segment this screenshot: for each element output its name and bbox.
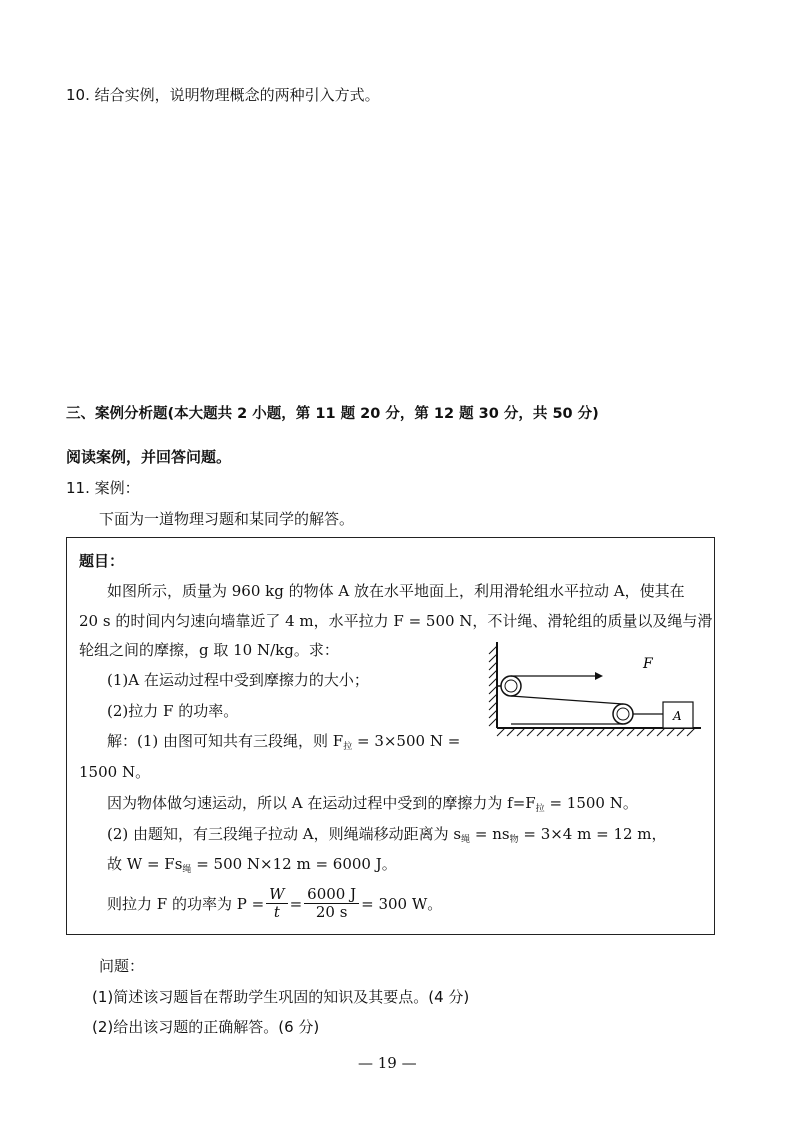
solution-text: (2) 由题知，有三段绳子拉动 A，则绳端移动距离为 s bbox=[107, 825, 462, 843]
solution-line-4 bbox=[107, 853, 397, 875]
sub-question-2: (2)拉力 F 的功率。 bbox=[107, 702, 239, 720]
solution-text: = 300 W。 bbox=[361, 895, 443, 913]
page-number: — 19 — bbox=[358, 1054, 417, 1072]
equals-sign: = bbox=[289, 894, 303, 913]
question-item-1: (1)简述该习题旨在帮助学生巩固的知识及其要点。(4 分) bbox=[92, 988, 470, 1006]
sub-question-1: (1)A 在运动过程中受到摩擦力的大小； bbox=[107, 671, 369, 689]
solution-line-1 bbox=[107, 730, 460, 752]
subscript: 绳 bbox=[461, 835, 471, 845]
subscript: 物 bbox=[509, 835, 519, 845]
block-label: A bbox=[673, 709, 682, 723]
section-instruction: 阅读案例，并回答问题。 bbox=[66, 448, 232, 466]
fraction-denominator: 20 s bbox=[315, 903, 348, 921]
question-item-2: (2)给出该习题的正确解答。(6 分) bbox=[92, 1018, 320, 1036]
fraction-denominator: t bbox=[273, 903, 280, 921]
question-number: 10. bbox=[66, 86, 90, 104]
solution-text: = 500 N×12 m = 6000 J。 bbox=[191, 855, 397, 873]
case-intro: 下面为一道物理习题和某同学的解答。 bbox=[99, 510, 355, 528]
question-10 bbox=[66, 84, 380, 105]
solution-text: 则拉力 F 的功率为 P = bbox=[107, 895, 265, 913]
solution-text: 故 W = Fs bbox=[107, 855, 183, 873]
solution-line-3 bbox=[107, 823, 667, 845]
subscript: 绳 bbox=[182, 865, 192, 875]
problem-box bbox=[66, 537, 715, 935]
solution-line-5 bbox=[107, 886, 442, 921]
force-label: F bbox=[643, 656, 653, 672]
problem-paragraph-line-2: 20 s 的时间内匀速向墙靠近了 4 m，水平拉力 F = 500 N，不计绳、滑轮组的质量以及绳与滑 bbox=[79, 612, 713, 630]
pulley-diagram bbox=[485, 638, 707, 740]
subscript: 拉 bbox=[535, 804, 545, 814]
fraction-values bbox=[304, 886, 359, 921]
solution-text: 解：(1) 由图可知共有三段绳，则 F bbox=[107, 732, 344, 750]
solution-text: = 1500 N。 bbox=[544, 794, 638, 812]
questions-label: 问题： bbox=[99, 957, 145, 975]
solution-text: = 3×4 m = 12 m， bbox=[518, 825, 667, 843]
solution-text: 因为物体做匀速运动，所以 A 在运动过程中受到的摩擦力为 f=F bbox=[107, 794, 536, 812]
fraction-w-over-t bbox=[266, 886, 287, 921]
solution-text: = 3×500 N = bbox=[352, 732, 461, 750]
problem-paragraph-line-1: 如图所示，质量为 960 kg 的物体 A 放在水平地面上，利用滑轮组水平拉动 A，使其在 bbox=[107, 582, 685, 600]
solution-line-1-continued: 1500 N。 bbox=[79, 763, 151, 781]
question-11-header bbox=[66, 477, 140, 498]
solution-text: = ns bbox=[470, 825, 510, 843]
solution-line-2 bbox=[107, 792, 638, 814]
fraction-numerator: 6000 J bbox=[304, 886, 359, 904]
question-number: 11. bbox=[66, 479, 90, 497]
subscript: 拉 bbox=[343, 742, 353, 752]
question-text: 结合实例，说明物理概念的两种引入方式。 bbox=[94, 86, 380, 104]
case-label: 案例： bbox=[94, 479, 140, 497]
fraction-numerator: W bbox=[266, 886, 287, 904]
problem-title: 题目： bbox=[79, 552, 125, 570]
section-heading: 三、案例分析题(本大题共 2 小题，第 11 题 20 分，第 12 题 30 分，共 50 分) bbox=[66, 406, 599, 422]
problem-paragraph-line-3: 轮组之间的摩擦，g 取 10 N/kg。求： bbox=[79, 641, 339, 659]
